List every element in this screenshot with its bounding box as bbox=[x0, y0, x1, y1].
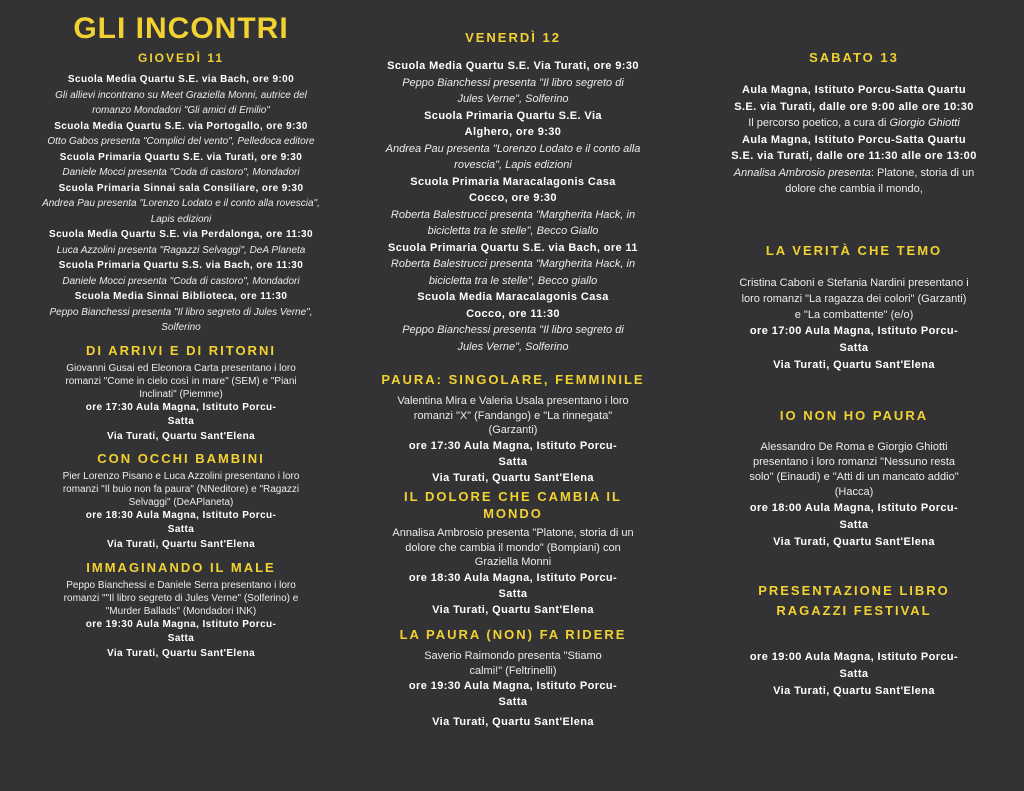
section-text: Saverio Raimondo presenta "Stiamo calmi!" (Feltrinelli) bbox=[424, 650, 602, 677]
event-venue: Scuola Media Quartu S.E. via Portogallo, ore 9:30 bbox=[54, 120, 308, 132]
event-description: Peppo Bianchessi presenta "Il libro segreto di Jules Verne", Solferino bbox=[402, 324, 624, 353]
event-item bbox=[370, 289, 656, 355]
event-item bbox=[40, 150, 322, 181]
event-description: Peppo Bianchessi presenta "Il libro segreto di Jules Verne", Solferino bbox=[49, 306, 313, 333]
column-friday bbox=[370, 0, 656, 791]
event-item bbox=[370, 108, 656, 174]
day-heading-thursday: GIOVEDÌ 11 bbox=[137, 51, 225, 65]
section-place: Via Turati, Quartu Sant'Elena bbox=[432, 603, 594, 616]
event-venue: Scuola Primaria Maracalagonis Casa Cocco, ore 9:30 bbox=[410, 175, 616, 204]
section-heading: IL DOLORE CHE CAMBIA IL MONDO bbox=[404, 489, 622, 521]
section-text: Peppo Bianchessi e Daniele Serra presentano i loro romanzi ""Il libro segreto di Jules Verne" (Solferino) e "Murder Ballads" (Mondadori INK) bbox=[63, 579, 299, 617]
day-heading-friday: VENERDÌ 12 bbox=[465, 30, 561, 45]
event-description bbox=[704, 115, 1004, 132]
section-place: Via Turati, Quartu Sant'Elena bbox=[106, 430, 256, 442]
column-thursday bbox=[40, 0, 322, 791]
section-immaginando bbox=[40, 559, 322, 662]
event-item bbox=[370, 58, 656, 108]
event-description: Otto Gabos presenta "Complici del vento", Pelledoca editore bbox=[47, 136, 315, 147]
section-heading: LA PAURA (NON) FA RIDERE bbox=[399, 627, 627, 642]
event-venue: Scuola Primaria Quartu S.E. Via Alghero, ore 9:30 bbox=[424, 109, 602, 138]
event-description: Roberta Balestrucci presenta "Margherita Hack, in bicicletta tra le stelle", Becco Giallo bbox=[390, 208, 636, 237]
column-saturday bbox=[704, 0, 1004, 791]
event-venue: Scuola Media Quartu S.E. via Perdalonga, ore 11:30 bbox=[49, 229, 313, 240]
event-description: Andrea Pau presenta "Lorenzo Lodato e il conto alla rovescia", Lapis edizioni bbox=[42, 198, 320, 225]
section-time: ore 17:00 Aula Magna, Istituto Porcu-Satta bbox=[749, 324, 959, 354]
event-venue: Scuola Primaria Sinnai sala Consiliare, ore 9:30 bbox=[58, 182, 304, 194]
event-description: Luca Azzolini presenta "Ragazzi Selvaggi", DeA Planeta bbox=[56, 244, 306, 256]
event-item bbox=[40, 289, 322, 336]
event-venue: Scuola Media Maracalagonis Casa Cocco, ore 11:30 bbox=[417, 291, 609, 320]
section-text: Alessandro De Roma e Giorgio Ghiotti presentano i loro romanzi "Nessuno resta solo" (Einaudi) e "Atti di un mancato addio" (Hacca) bbox=[749, 441, 959, 498]
section-place: Via Turati, Quartu Sant'Elena bbox=[106, 647, 256, 659]
event-description-author: Annalisa Ambrosio presenta bbox=[733, 166, 871, 179]
section-text: Cristina Caboni e Stefania Nardini presentano i loro romanzi "La ragazza dei colori" (Garzanti) e "La combattente" (e/o) bbox=[739, 276, 969, 321]
section-heading: LA VERITÀ CHE TEMO bbox=[765, 242, 943, 258]
event-description: Roberta Balestrucci presenta "Margherita Hack, in bicicletta tra le stelle", Becco giallo bbox=[390, 258, 636, 287]
event-venue: Scuola Primaria Quartu S.E. via Bach, ore 11 bbox=[388, 241, 638, 254]
event-item bbox=[40, 119, 322, 150]
section-time: ore 19:30 Aula Magna, Istituto Porcu-Satta bbox=[85, 618, 277, 644]
event-venue: Aula Magna, Istituto Porcu-Satta Quartu S.E. via Turati, dalle ore 11:30 alle ore 13:00 bbox=[731, 133, 977, 162]
section-time: ore 18:30 Aula Magna, Istituto Porcu-Satta bbox=[408, 571, 618, 600]
section-time: ore 18:00 Aula Magna, Istituto Porcu-Satta bbox=[749, 502, 959, 531]
event-description-text: : Platone, storia di un dolore che cambia il mondo, bbox=[785, 166, 975, 195]
event-description-text: Il percorso poetico, a cura di bbox=[748, 117, 887, 129]
event-item bbox=[704, 132, 1004, 198]
event-venue: Scuola Media Sinnai Biblioteca, ore 11:30 bbox=[74, 291, 288, 302]
section-heading: DI ARRIVI E DI RITORNI bbox=[86, 342, 276, 358]
event-venue: Scuola Primaria Quartu S.S. via Bach, ore 11:30 bbox=[58, 260, 304, 271]
event-description: Daniele Mocci presenta "Coda di castoro", Mondadori bbox=[62, 167, 300, 178]
section-verita bbox=[704, 242, 1004, 374]
section-text: Pier Lorenzo Pisano e Luca Azzolini presentano i loro romanzi "Il buio non fa paura" (NNeditore) e "Ragazzi Selvaggi" (DeAPlaneta) bbox=[62, 471, 300, 508]
event-item bbox=[40, 227, 322, 258]
section-heading: IO NON HO PAURA bbox=[779, 408, 929, 423]
section-occhi-bambini bbox=[40, 450, 322, 553]
event-description: Andrea Pau presenta "Lorenzo Lodato e il conto alla rovescia", Lapis edizioni bbox=[385, 142, 641, 171]
section-time: ore 18:30 Aula Magna, Istituto Porcu-Satta bbox=[85, 510, 277, 535]
section-place: Via Turati, Quartu Sant'Elena bbox=[773, 536, 935, 548]
event-item bbox=[370, 174, 656, 240]
section-place: Via Turati, Quartu Sant'Elena bbox=[106, 539, 256, 550]
section-di-arrivi bbox=[40, 342, 322, 445]
event-venue: Scuola Primaria Quartu S.E. via Turati, ore 9:30 bbox=[59, 151, 303, 163]
event-venue: Scuola Media Quartu S.E. Via Turati, ore 9:30 bbox=[387, 60, 639, 72]
event-description: Daniele Mocci presenta "Coda di castoro", Mondadori bbox=[62, 275, 300, 287]
section-text: Giovanni Gusai ed Eleonora Carta presentano i loro romanzi "Come in cielo così in mare" (SEM) e "Piani Inclinati" (Piemme) bbox=[65, 362, 297, 400]
section-time: ore 19:00 Aula Magna, Istituto Porcu-Satta bbox=[749, 650, 959, 680]
section-time: ore 17:30 Aula Magna, Istituto Porcu-Satta bbox=[408, 439, 618, 468]
section-heading: PRESENTAZIONE LIBRO RAGAZZI FESTIVAL bbox=[758, 582, 950, 618]
section-heading: CON OCCHI BAMBINI bbox=[97, 451, 265, 466]
section-heading: IMMAGINANDO IL MALE bbox=[86, 559, 276, 575]
event-item bbox=[704, 82, 1004, 132]
section-presentazione bbox=[704, 581, 1004, 700]
event-description-author: Giorgio Ghiotti bbox=[889, 117, 960, 129]
section-text: Annalisa Ambrosio presenta "Platone, storia di un dolore che cambia il mondo" (Bompiani) con Graziella Monni bbox=[392, 527, 634, 568]
section-dolore bbox=[370, 488, 656, 618]
section-paura-singolare bbox=[370, 371, 656, 486]
section-place: Via Turati, Quartu Sant'Elena bbox=[432, 716, 594, 728]
event-item bbox=[370, 240, 656, 290]
event-venue: Scuola Media Quartu S.E. via Bach, ore 9:00 bbox=[67, 74, 295, 85]
event-item bbox=[40, 258, 322, 289]
section-paura-ridere bbox=[370, 626, 656, 731]
section-time: ore 17:30 Aula Magna, Istituto Porcu-Satta bbox=[85, 401, 277, 427]
event-description bbox=[704, 165, 1004, 198]
section-place: Via Turati, Quartu Sant'Elena bbox=[432, 471, 594, 484]
section-place: Via Turati, Quartu Sant'Elena bbox=[773, 358, 935, 371]
event-item bbox=[40, 181, 322, 228]
event-item bbox=[40, 72, 322, 119]
section-text: Valentina Mira e Valeria Usala presentano i loro romanzi "X" (Fandango) e "La rinnegata" (Garzanti) bbox=[397, 395, 629, 436]
section-time: ore 19:30 Aula Magna, Istituto Porcu-Satta bbox=[408, 680, 618, 708]
event-description: Peppo Bianchessi presenta "Il libro segreto di Jules Verne", Solferino bbox=[402, 76, 624, 105]
section-place: Via Turati, Quartu Sant'Elena bbox=[773, 684, 935, 697]
day-heading-saturday: SABATO 13 bbox=[809, 50, 899, 65]
page-title: GLI INCONTRI bbox=[73, 12, 289, 45]
section-io-non-ho-paura bbox=[704, 407, 1004, 551]
event-venue: Aula Magna, Istituto Porcu-Satta Quartu S.E. via Turati, dalle ore 9:00 alle ore 10:30 bbox=[734, 84, 974, 113]
event-description: Gli allievi incontrano su Meet Graziella Monni, autrice del romanzo Mondadori "Gli amici di Emilio" bbox=[55, 89, 307, 116]
section-heading: PAURA: SINGOLARE, FEMMINILE bbox=[381, 372, 645, 387]
